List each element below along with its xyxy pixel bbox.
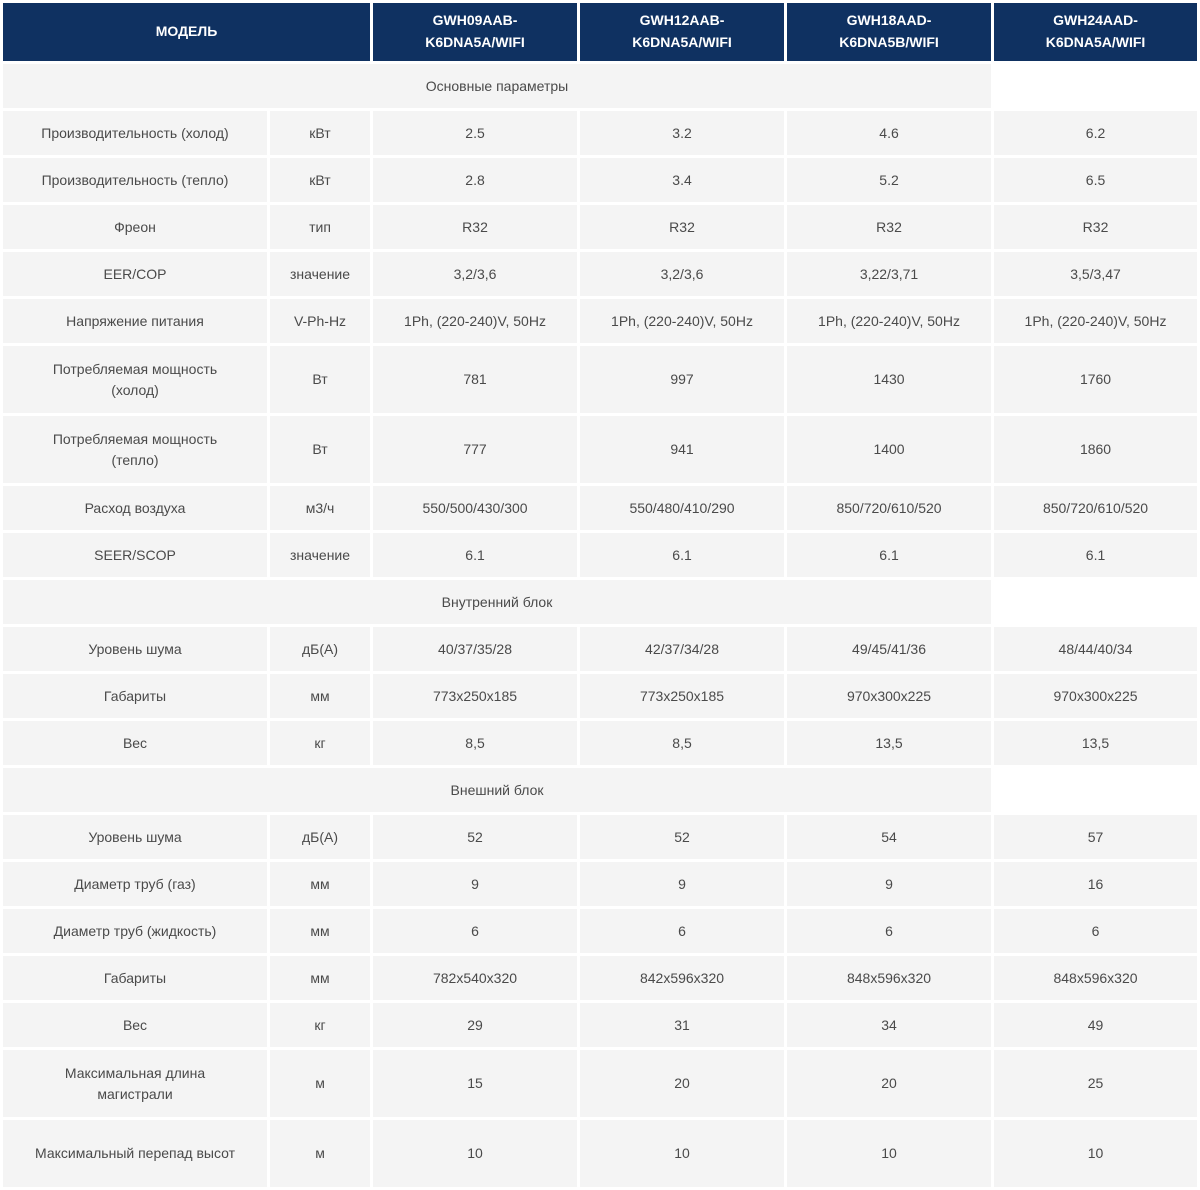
table-row [3, 416, 1197, 483]
value-cell: 782x540x320 [373, 956, 577, 1000]
value-cell: 8,5 [373, 721, 577, 765]
value-cell: 57 [994, 815, 1197, 859]
value-cell: R32 [994, 205, 1197, 249]
param-name-cell [3, 1003, 267, 1047]
value-cell: 970x300x225 [787, 674, 991, 718]
model-name-line: GWH18AAD- [846, 12, 932, 29]
value-cell: 3,22/3,71 [787, 252, 991, 296]
param-name: Производительность (тепло) [41, 171, 229, 188]
model-header-3 [787, 3, 991, 61]
param-name: Максимальная длина магистрали [64, 1064, 206, 1102]
param-name-cell [3, 909, 267, 953]
section-title: Внутренний блок [3, 580, 991, 624]
value-cell: R32 [787, 205, 991, 249]
value-cell: 1400 [787, 416, 991, 483]
value-cell: 6 [787, 909, 991, 953]
model-header-1 [373, 3, 577, 61]
param-name-cell [3, 299, 267, 343]
value-cell: 777 [373, 416, 577, 483]
value-cell: 20 [787, 1050, 991, 1117]
value-cell: 13,5 [787, 721, 991, 765]
table-row [3, 533, 1197, 577]
param-name-cell [3, 956, 267, 1000]
param-name-cell [3, 346, 267, 413]
section-row [3, 768, 1197, 812]
table-row [3, 486, 1197, 530]
param-name-cell [3, 1050, 267, 1117]
value-cell: 850/720/610/520 [994, 486, 1197, 530]
param-unit-cell: V-Ph-Hz [270, 299, 370, 343]
param-name: Фреон [114, 218, 156, 235]
param-name-cell [3, 252, 267, 296]
param-unit-cell: м3/ч [270, 486, 370, 530]
value-cell: 48/44/40/34 [994, 627, 1197, 671]
param-unit-cell: кВт [270, 111, 370, 155]
value-cell: 10 [787, 1120, 991, 1187]
value-cell: 6.1 [580, 533, 784, 577]
value-cell: 848x596x320 [787, 956, 991, 1000]
value-cell: 1860 [994, 416, 1197, 483]
value-cell: 970x300x225 [994, 674, 1197, 718]
value-cell: 8,5 [580, 721, 784, 765]
table-row [3, 1050, 1197, 1117]
table-row [3, 674, 1197, 718]
param-name: Вес [122, 1016, 148, 1033]
table-row [3, 1003, 1197, 1047]
value-cell: 6.1 [994, 533, 1197, 577]
param-unit-cell: м [270, 1120, 370, 1187]
value-cell: 49/45/41/36 [787, 627, 991, 671]
param-name-cell [3, 1120, 267, 1187]
table-row [3, 721, 1197, 765]
param-unit-cell: мм [270, 909, 370, 953]
value-cell: 3,2/3,6 [580, 252, 784, 296]
value-cell: 1Ph, (220-240)V, 50Hz [580, 299, 784, 343]
value-cell: 31 [580, 1003, 784, 1047]
param-name-cell [3, 815, 267, 859]
value-cell: 54 [787, 815, 991, 859]
value-cell: 6.5 [994, 158, 1197, 202]
param-name-cell [3, 533, 267, 577]
value-cell: 15 [373, 1050, 577, 1117]
param-unit-cell: кВт [270, 158, 370, 202]
param-name: Диаметр труб (жидкость) [53, 922, 217, 939]
value-cell: 4.6 [787, 111, 991, 155]
table-row [3, 299, 1197, 343]
section-blank-cell [994, 64, 1197, 108]
value-cell: 9 [787, 862, 991, 906]
param-name: Потребляемая мощность (холод) [52, 360, 218, 398]
param-unit-cell: значение [270, 533, 370, 577]
param-name-cell [3, 416, 267, 483]
value-cell: 52 [580, 815, 784, 859]
param-name-cell [3, 721, 267, 765]
value-cell: 42/37/34/28 [580, 627, 784, 671]
value-cell: 1Ph, (220-240)V, 50Hz [994, 299, 1197, 343]
value-cell: 997 [580, 346, 784, 413]
value-cell: 9 [373, 862, 577, 906]
value-cell: 16 [994, 862, 1197, 906]
param-name: Диаметр труб (газ) [74, 875, 196, 892]
param-unit-cell: значение [270, 252, 370, 296]
param-name: Уровень шума [88, 828, 182, 845]
param-unit-cell: кг [270, 721, 370, 765]
param-unit-cell: тип [270, 205, 370, 249]
model-name-line: K6DNA5B/WIFI [839, 34, 939, 50]
value-cell: 52 [373, 815, 577, 859]
value-cell: 5.2 [787, 158, 991, 202]
value-cell: 20 [580, 1050, 784, 1117]
model-column-label: МОДЕЛЬ [3, 3, 370, 61]
value-cell: 10 [994, 1120, 1197, 1187]
value-cell: 29 [373, 1003, 577, 1047]
param-name-cell [3, 158, 267, 202]
model-name-line: GWH09AAB- [432, 12, 518, 29]
model-header-4 [994, 3, 1197, 61]
param-name: Вес [122, 734, 148, 751]
param-unit-cell: дБ(А) [270, 815, 370, 859]
value-cell: 550/500/430/300 [373, 486, 577, 530]
model-name-line: K6DNA5A/WIFI [1045, 34, 1146, 50]
param-unit-cell: мм [270, 674, 370, 718]
param-name: Производительность (холод) [41, 124, 229, 141]
value-cell: 3,5/3,47 [994, 252, 1197, 296]
value-cell: 10 [580, 1120, 784, 1187]
section-title: Основные параметры [3, 64, 991, 108]
param-name: Максимальный перепад высот [35, 1145, 235, 1161]
param-name: EER/COP [103, 265, 167, 282]
value-cell: 550/480/410/290 [580, 486, 784, 530]
value-cell: 773x250x185 [580, 674, 784, 718]
value-cell: 9 [580, 862, 784, 906]
value-cell: 1430 [787, 346, 991, 413]
table-row [3, 909, 1197, 953]
value-cell: 3.2 [580, 111, 784, 155]
value-cell: 1Ph, (220-240)V, 50Hz [373, 299, 577, 343]
value-cell: 1Ph, (220-240)V, 50Hz [787, 299, 991, 343]
value-cell: 781 [373, 346, 577, 413]
value-cell: 6 [994, 909, 1197, 953]
model-header-2 [580, 3, 784, 61]
param-unit-cell: Вт [270, 416, 370, 483]
value-cell: 848x596x320 [994, 956, 1197, 1000]
param-name-cell [3, 627, 267, 671]
value-cell: 40/37/35/28 [373, 627, 577, 671]
value-cell: 3,2/3,6 [373, 252, 577, 296]
section-row [3, 64, 1197, 108]
param-name-cell [3, 862, 267, 906]
value-cell: 34 [787, 1003, 991, 1047]
model-name-line: K6DNA5A/WIFI [425, 34, 525, 50]
value-cell: 25 [994, 1050, 1197, 1117]
table-row [3, 862, 1197, 906]
table-row [3, 1120, 1197, 1187]
table-row [3, 252, 1197, 296]
section-row [3, 580, 1197, 624]
param-unit-cell: кг [270, 1003, 370, 1047]
param-name: SEER/SCOP [94, 546, 176, 563]
section-title: Внешний блок [3, 768, 991, 812]
param-name-cell [3, 486, 267, 530]
value-cell: 3.4 [580, 158, 784, 202]
table-row [3, 346, 1197, 413]
value-cell: R32 [580, 205, 784, 249]
value-cell: 842x596x320 [580, 956, 784, 1000]
param-name: Уровень шума [88, 640, 182, 657]
param-name-cell [3, 205, 267, 249]
section-blank-cell [994, 768, 1197, 812]
param-name-cell [3, 674, 267, 718]
section-blank-cell [994, 580, 1197, 624]
param-unit-cell: Вт [270, 346, 370, 413]
table-row [3, 956, 1197, 1000]
value-cell: 13,5 [994, 721, 1197, 765]
table-row [3, 627, 1197, 671]
table-row [3, 111, 1197, 155]
value-cell: 6.2 [994, 111, 1197, 155]
value-cell: 49 [994, 1003, 1197, 1047]
value-cell: 2.8 [373, 158, 577, 202]
param-name: Габариты [103, 969, 167, 986]
param-name: Напряжение питания [66, 312, 204, 329]
model-name-line: GWH12AAB- [639, 12, 725, 29]
value-cell: 10 [373, 1120, 577, 1187]
param-name-cell [3, 111, 267, 155]
value-cell: 941 [580, 416, 784, 483]
value-cell: 6 [580, 909, 784, 953]
header-row [3, 3, 1197, 61]
param-unit-cell: м [270, 1050, 370, 1117]
param-name: Потребляемая мощность (тепло) [52, 430, 218, 468]
table-row [3, 815, 1197, 859]
value-cell: 6.1 [787, 533, 991, 577]
value-cell: 1760 [994, 346, 1197, 413]
param-unit-cell: мм [270, 956, 370, 1000]
param-name: Габариты [103, 687, 167, 704]
value-cell: 6 [373, 909, 577, 953]
table-row [3, 158, 1197, 202]
model-name-line: GWH24AAD- [1053, 12, 1138, 29]
value-cell: 773x250x185 [373, 674, 577, 718]
param-name: Расход воздуха [84, 499, 186, 516]
value-cell: 2.5 [373, 111, 577, 155]
param-unit-cell: мм [270, 862, 370, 906]
model-name-line: K6DNA5A/WIFI [632, 34, 732, 50]
param-unit-cell: дБ(А) [270, 627, 370, 671]
value-cell: 6.1 [373, 533, 577, 577]
value-cell: R32 [373, 205, 577, 249]
table-row [3, 205, 1197, 249]
value-cell: 850/720/610/520 [787, 486, 991, 530]
